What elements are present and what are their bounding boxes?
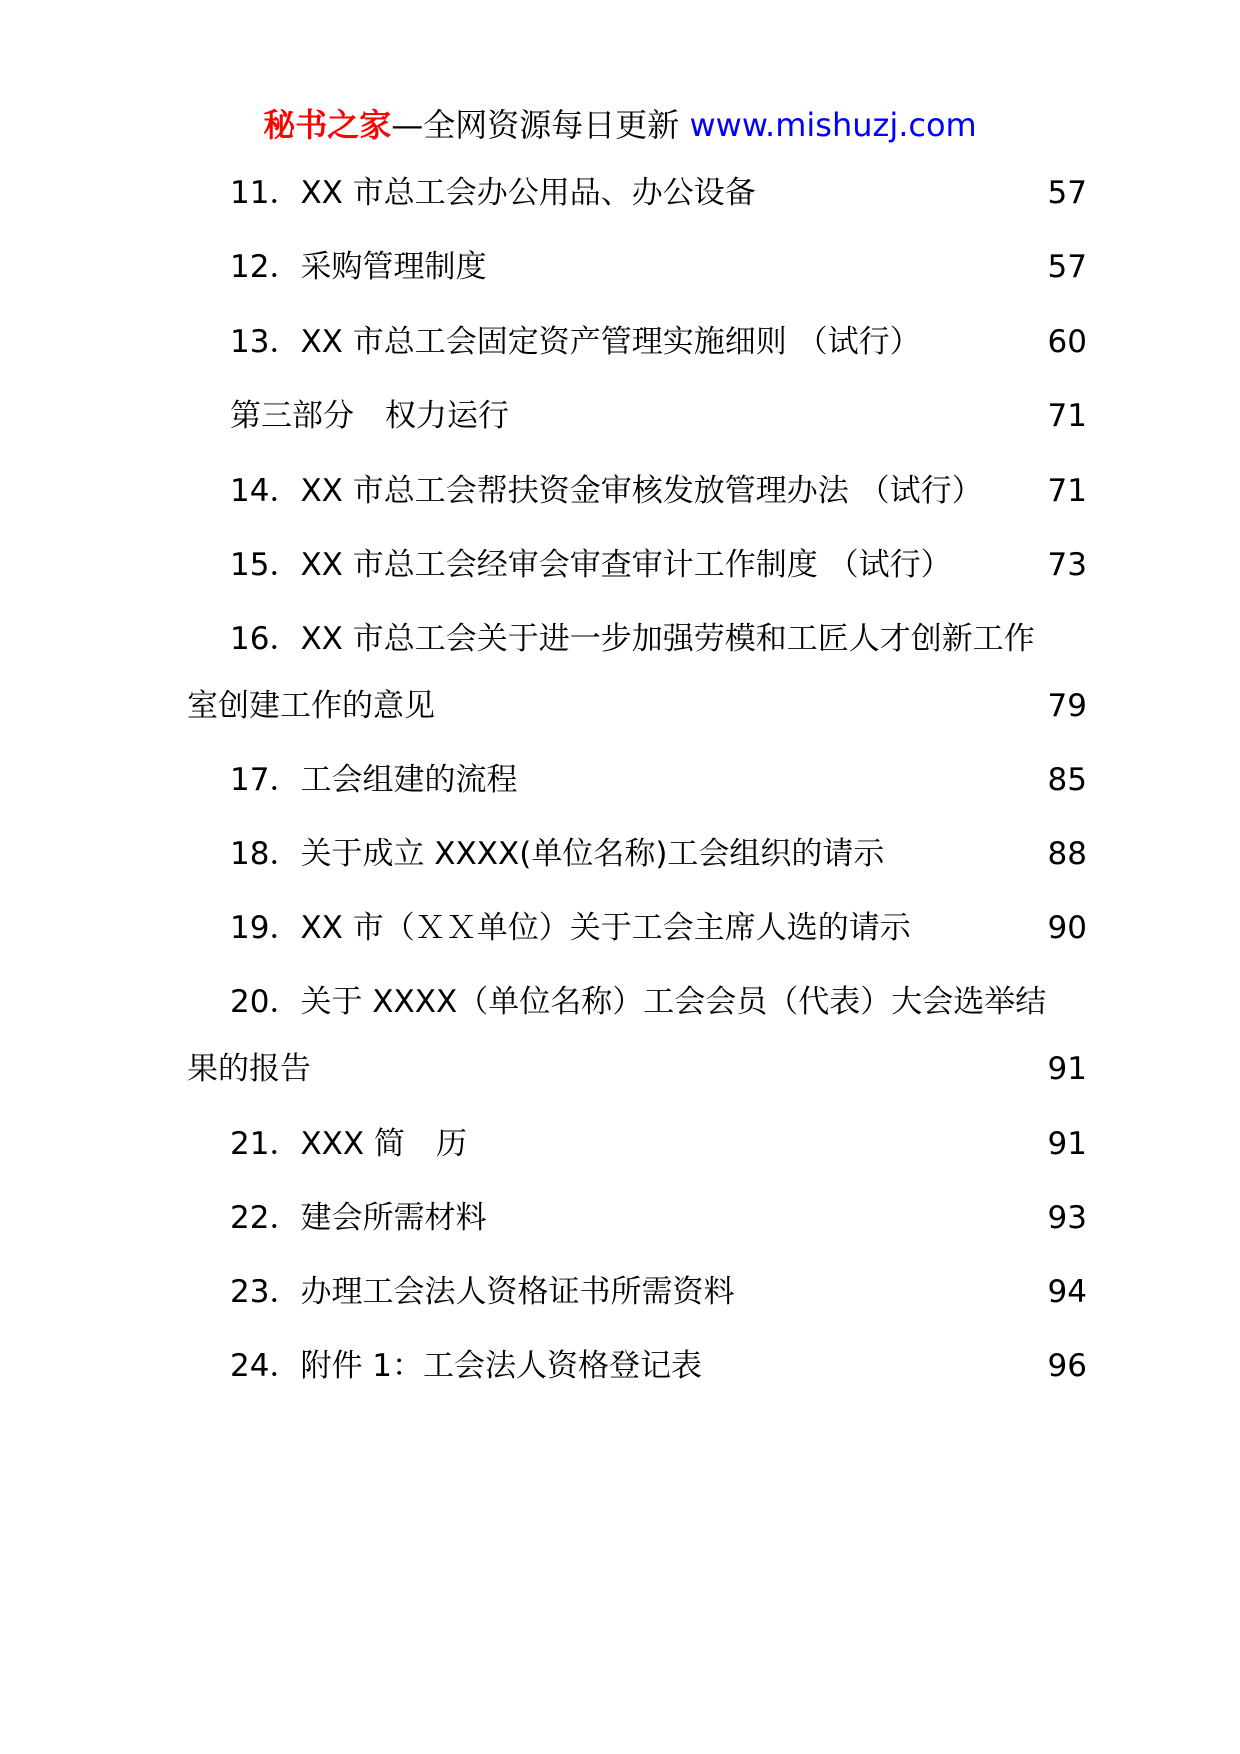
header-url-link[interactable]: www.mishuzj.com xyxy=(689,106,977,144)
toc-entry-title: 19．XX 市（ＸＸ单位）关于工会主席人选的请示 xyxy=(230,910,911,946)
toc-entry-24[interactable] xyxy=(230,1330,1087,1386)
toc-entry-16-line-1[interactable] xyxy=(230,603,1087,659)
toc-entry-page: 85 xyxy=(1047,762,1087,798)
dot-leader xyxy=(758,173,1046,213)
toc-entry-title: 21．XXX 简 历 xyxy=(230,1126,468,1162)
toc-section-part-3[interactable] xyxy=(230,380,1087,436)
toc-entry-17[interactable] xyxy=(230,744,1087,800)
dot-leader xyxy=(704,1346,1046,1386)
toc-entry-page: 71 xyxy=(1047,398,1087,434)
toc-entry-page: 94 xyxy=(1047,1274,1087,1310)
dot-leader xyxy=(736,1272,1045,1312)
toc-entry-12[interactable] xyxy=(230,231,1087,287)
toc-entry-page: 91 xyxy=(1047,1051,1087,1087)
dot-leader xyxy=(923,322,1046,362)
toc-entry-title: 22．建会所需材料 xyxy=(230,1200,487,1236)
toc-entry-page: 73 xyxy=(1047,547,1087,583)
dot-leader xyxy=(313,1049,1046,1089)
toc-entry-21[interactable] xyxy=(230,1108,1087,1164)
toc-entry-page: 90 xyxy=(1047,910,1087,946)
toc-entry-title: 18．关于成立 XXXX(单位名称)工会组织的请示 xyxy=(230,836,885,872)
header-tagline: —全网资源每日更新 xyxy=(391,106,680,144)
dot-leader xyxy=(469,1124,1046,1164)
toc-entry-title: 12．采购管理制度 xyxy=(230,249,487,285)
toc-entry-11[interactable] xyxy=(230,157,1087,213)
toc-entry-23[interactable] xyxy=(230,1256,1087,1312)
toc-entry-page: 91 xyxy=(1047,1126,1087,1162)
dot-leader xyxy=(886,834,1045,874)
toc-entry-page: 57 xyxy=(1047,249,1087,285)
toc-entry-title: 13．XX 市总工会固定资产管理实施细则 （试行） xyxy=(230,324,921,360)
dot-leader xyxy=(488,1198,1045,1238)
toc-entry-page: 71 xyxy=(1047,473,1087,509)
dot-leader xyxy=(913,908,1046,948)
toc-entry-title: 室创建工作的意见 xyxy=(187,688,435,724)
toc-section-title: 第三部分 权力运行 xyxy=(230,398,509,434)
toc-entry-title: 23．办理工会法人资格证书所需资料 xyxy=(230,1274,735,1310)
toc-entry-16-line-2[interactable] xyxy=(187,670,1087,726)
toc-entry-page: 60 xyxy=(1047,324,1087,360)
dot-leader xyxy=(519,760,1045,800)
brand-name: 秘书之家 xyxy=(263,106,392,144)
toc-entry-19[interactable] xyxy=(230,892,1087,948)
toc-entry-page: 57 xyxy=(1047,175,1087,211)
toc-entry-13[interactable] xyxy=(230,306,1087,362)
dot-leader xyxy=(954,545,1046,585)
toc-entry-page: 93 xyxy=(1047,1200,1087,1236)
toc-entry-22[interactable] xyxy=(230,1182,1087,1238)
toc-entry-14[interactable] xyxy=(230,455,1087,511)
toc-entry-20-line-1[interactable] xyxy=(230,966,1087,1022)
toc-entry-15[interactable] xyxy=(230,529,1087,585)
dot-leader xyxy=(985,471,1046,511)
dot-leader xyxy=(511,396,1046,436)
toc-entry-title: 14．XX 市总工会帮扶资金审核发放管理办法 （试行） xyxy=(230,473,983,509)
dot-leader xyxy=(488,247,1045,287)
dot-leader xyxy=(437,686,1046,726)
toc-entry-page: 79 xyxy=(1047,688,1087,724)
toc-entry-title: 20．关于 XXXX（单位名称）工会会员（代表）大会选举结 xyxy=(230,984,1047,1020)
toc-entry-20-line-2[interactable] xyxy=(187,1033,1087,1089)
toc-entry-page: 88 xyxy=(1047,836,1087,872)
toc-entry-title: 果的报告 xyxy=(187,1051,311,1087)
toc-entry-title: 15．XX 市总工会经审会审查审计工作制度 （试行） xyxy=(230,547,952,583)
toc-entry-title: 11．XX 市总工会办公用品、办公设备 xyxy=(230,175,756,211)
toc-entry-title: 17．工会组建的流程 xyxy=(230,762,518,798)
toc-entry-page: 96 xyxy=(1047,1348,1087,1384)
toc-entry-title: 24．附件 1：工会法人资格登记表 xyxy=(230,1348,703,1384)
toc-entry-18[interactable] xyxy=(230,818,1087,874)
toc-entry-title: 16．XX 市总工会关于进一步加强劳模和工匠人才创新工作 xyxy=(230,621,1035,657)
